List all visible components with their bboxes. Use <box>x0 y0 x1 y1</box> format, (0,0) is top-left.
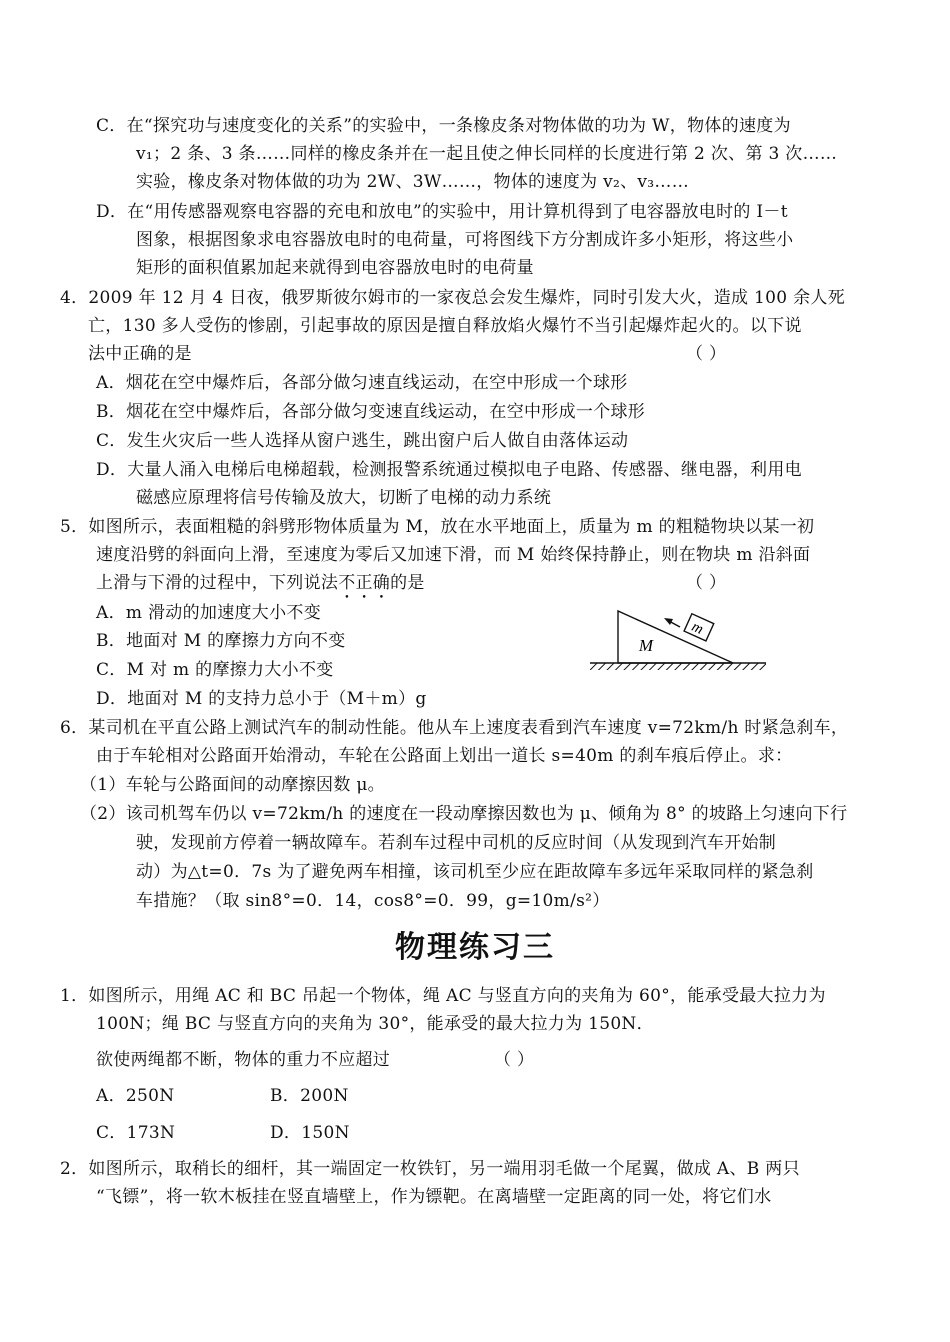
section-title: 物理练习三 <box>395 930 555 965</box>
q5-option-b: B．地面对 M 的摩擦力方向不变 <box>96 631 346 651</box>
q4-stem-line2: 亡，130 多人受伤的惨剧，引起事故的原因是擅自释放焰火爆竹不当引起爆炸起火的。以下说 <box>88 316 802 336</box>
p3q2-stem-line2: “飞镖”，将一软木板挂在竖直墙壁上，作为镖靶。在离墙壁一定距离的同一处，将它们水 <box>96 1187 772 1207</box>
q5-stem-line3-pre: 上滑与下滑的过程中，下列说法 <box>96 573 339 593</box>
ground-hatch <box>590 663 766 670</box>
p3q1-option-b: B．200N <box>270 1086 349 1106</box>
q3-option-d-line1: D．在“用传感器观察电容器的充电和放电”的实验中，用计算机得到了电容器放电时的 I－t <box>96 202 788 222</box>
p3q1-stem-line2: 100N；绳 BC 与竖直方向的夹角为 30°，能承受的最大拉力为 150N． <box>96 1014 654 1034</box>
block-m <box>684 614 714 641</box>
q6-part2-line2: 驶，发现前方停着一辆故障车。若刹车过程中司机的反应时间（从发现到汽车开始制 <box>136 833 777 853</box>
q5-stem-line1: 5．如图所示，表面粗糙的斜劈形物体质量为 M，放在水平地面上，质量为 m 的粗糙物块以某一初 <box>60 517 815 537</box>
wedge-M-label: M <box>638 636 654 655</box>
p3q1-option-c: C．173N <box>96 1123 176 1143</box>
q3-option-c-line1: C．在“探究功与速度变化的关系”的实验中，一条橡皮条对物体做的功为 W，物体的速度为 <box>96 116 791 136</box>
q4-stem-line1: 4．2009 年 12 月 4 日夜，俄罗斯彼尔姆市的一家夜总会发生爆炸，同时引发大火，造成 100 余人死 <box>60 288 845 308</box>
q5-option-d: D．地面对 M 的支持力总小于（M＋m）g <box>96 689 427 709</box>
q4-option-a: A．烟花在空中爆炸后，各部分做匀速直线运动，在空中形成一个球形 <box>96 373 628 393</box>
q6-stem-line2: 由于车轮相对公路面开始滑动，车轮在公路面上划出一道长 s=40m 的刹车痕后停止。求： <box>96 746 793 766</box>
wedge-shape <box>618 611 733 663</box>
p3q2-stem-line1: 2．如图所示，取稍长的细杆，其一端固定一枚铁钉，另一端用羽毛做一个尾翼，做成 A、B 两只 <box>60 1159 800 1179</box>
p3q1-answer-bracket: （ ） <box>494 1050 535 1070</box>
q4-answer-bracket: （ ） <box>686 344 727 364</box>
q3-option-d-line2: 图象，根据图象求电容器放电时的电荷量，可将图线下方分割成许多小矩形，将这些小 <box>136 230 794 250</box>
q6-part2-line3: 动）为△t=0．7s 为了避免两车相撞，该司机至少应在距故障车多远年采取同样的紧急刹 <box>136 862 814 882</box>
p3q1-stem-line3: 欲使两绳都不断，物体的重力不应超过 <box>96 1050 391 1070</box>
q5-option-c: C．M 对 m 的摩擦力大小不变 <box>96 660 334 680</box>
q6-stem-line1: 6．某司机在平直公路上测试汽车的制动性能。他从车上速度表看到汽车速度 v=72km/h 时紧急刹车， <box>60 718 849 738</box>
q6-part2-line1: （2）该司机驾车仍以 v=72km/h 的速度在一段动摩擦因数也为 μ、倾角为 8° 的坡路上匀速向下行 <box>80 804 848 824</box>
p3q1-option-d: D．150N <box>270 1123 350 1143</box>
q5-stem-line3-post: 的是 <box>390 573 425 593</box>
block-m-label: m <box>689 618 706 638</box>
q5-emphasis-not-correct: 不正确 <box>338 573 391 593</box>
q4-stem-line3: 法中正确的是 <box>88 344 192 364</box>
q5-stem-line3 <box>96 569 425 603</box>
q5-stem-line2: 速度沿劈的斜面向上滑，至速度为零后又加速下滑，而 M 始终保持静止，则在物块 m 沿斜面 <box>96 545 811 565</box>
q5-answer-bracket: （ ） <box>686 573 727 593</box>
q6-part1: （1）车轮与公路面间的动摩擦因数 μ。 <box>80 775 385 795</box>
q5-option-a: A．m 滑动的加速度大小不变 <box>96 603 322 623</box>
q4-option-d-line2: 磁感应原理将信号传输及放大，切断了电梯的动力系统 <box>136 488 552 508</box>
q3-option-c-line2: v₁；2 条、3 条……同样的橡皮条并在一起且使之伸长同样的长度进行第 2 次、第 3 次…… <box>136 144 838 164</box>
q6-part2-line4: 车措施？（取 sin8°=0．14，cos8°=0．99，g=10m/s²） <box>136 891 610 911</box>
q3-option-c-line3: 实验，橡皮条对物体做的功为 2W、3W……，物体的速度为 v₂、v₃…… <box>136 172 690 192</box>
q4-option-b: B．烟花在空中爆炸后，各部分做匀变速直线运动，在空中形成一个球形 <box>96 402 646 422</box>
velocity-arrow-icon <box>664 618 680 627</box>
q4-option-c: C．发生火灾后一些人选择从窗户逃生，跳出窗户后人做自由落体运动 <box>96 431 629 451</box>
p3q1-option-a: A．250N <box>96 1086 175 1106</box>
q3-option-d-line3: 矩形的面积值累加起来就得到电容器放电时的电荷量 <box>136 258 534 278</box>
wedge-block-figure <box>585 598 770 678</box>
p3q1-stem-line1: 1．如图所示，用绳 AC 和 BC 吊起一个物体，绳 AC 与竖直方向的夹角为 60°，能承受最大拉力为 <box>60 986 826 1006</box>
q4-option-d-line1: D．大量人涌入电梯后电梯超载，检测报警系统通过模拟电子电路、传感器、继电器，利用电 <box>96 460 802 480</box>
